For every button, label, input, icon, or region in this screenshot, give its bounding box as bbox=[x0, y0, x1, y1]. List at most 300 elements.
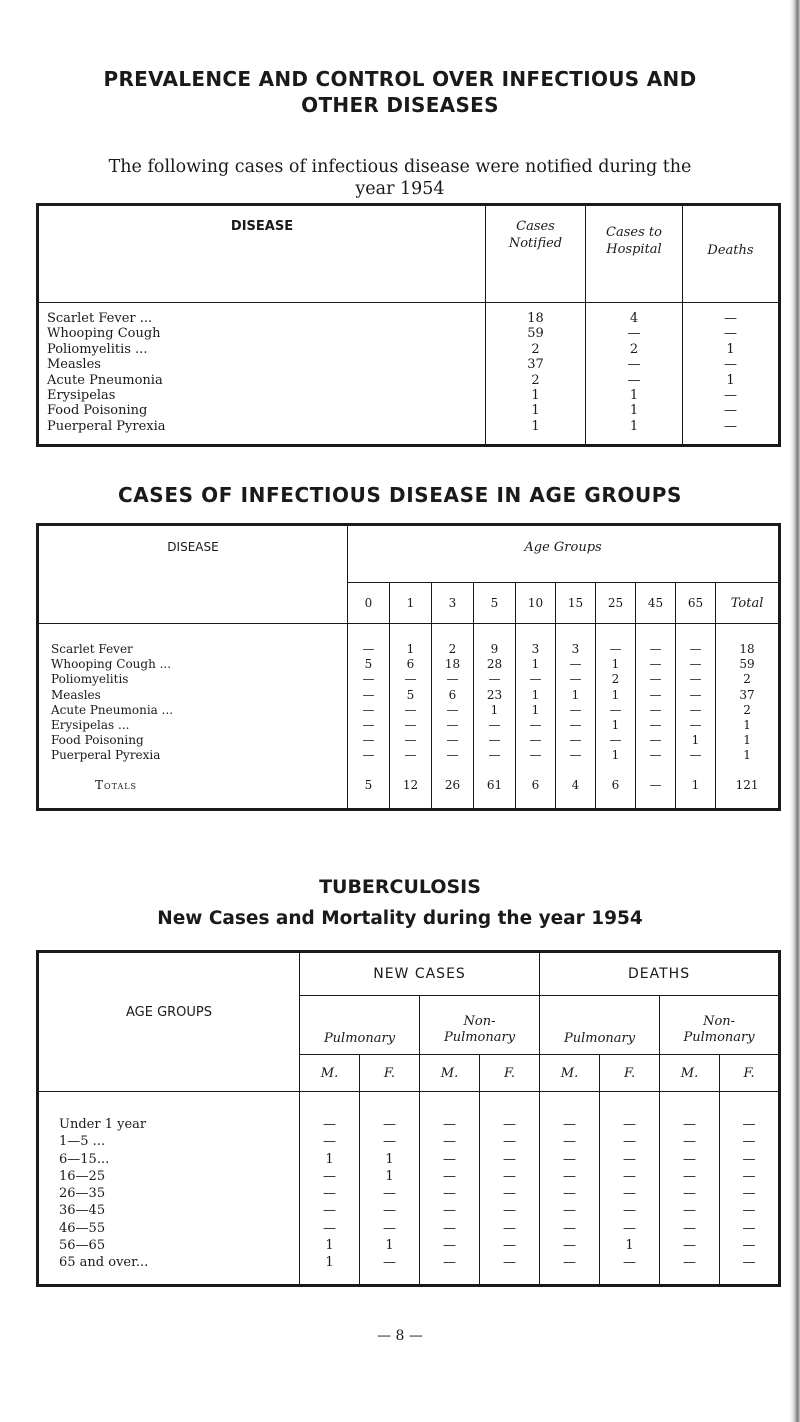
age-value: — bbox=[432, 672, 474, 687]
male-header: M. bbox=[660, 1055, 720, 1092]
age-header-row-1 bbox=[38, 525, 780, 583]
age-row bbox=[38, 748, 780, 763]
totals-value: 26 bbox=[432, 774, 474, 810]
age-value: — bbox=[432, 703, 474, 718]
page-title-line-2: OTHER DISEASES bbox=[301, 93, 499, 117]
cases-hospital-header-line-1: Cases to bbox=[606, 225, 662, 240]
age-disease-name: Measles bbox=[51, 687, 101, 702]
age-value: 9 bbox=[474, 624, 516, 658]
tb-value: — bbox=[360, 1202, 420, 1219]
tb-row bbox=[38, 1220, 780, 1237]
age-value: — bbox=[432, 718, 474, 733]
tb-value: — bbox=[420, 1092, 480, 1134]
new-pulmonary-header: Pulmonary bbox=[300, 996, 420, 1055]
age-value: 1 bbox=[596, 718, 636, 733]
tb-row bbox=[38, 1092, 780, 1134]
totals-value: 6 bbox=[516, 774, 556, 810]
tb-value: — bbox=[720, 1151, 780, 1168]
cases-hospital-value: 4 bbox=[586, 303, 683, 327]
age-value: — bbox=[516, 733, 556, 748]
disease-name: Acute Pneumonia bbox=[47, 372, 163, 388]
cases-hospital-value: 1 bbox=[586, 388, 683, 403]
disease-name: Measles bbox=[47, 357, 101, 373]
age-value: — bbox=[348, 688, 390, 703]
deaths-non-pulmonary-line-2: Pulmonary bbox=[683, 1030, 755, 1045]
age-value: 1 bbox=[390, 624, 432, 658]
tb-value: — bbox=[660, 1185, 720, 1202]
tuberculosis-subheading: New Cases and Mortality during the year 1954 bbox=[157, 908, 643, 929]
age-value: 5 bbox=[390, 688, 432, 703]
age-value: — bbox=[596, 624, 636, 658]
age-value: 23 bbox=[474, 688, 516, 703]
spacer-cell bbox=[348, 764, 390, 774]
cases-notified-value: 1 bbox=[486, 419, 586, 446]
cases-notified-value: 2 bbox=[486, 373, 586, 388]
tb-age-groups-header: AGE GROUPS bbox=[38, 952, 300, 1092]
spacer-cell bbox=[596, 764, 636, 774]
age-row bbox=[38, 672, 780, 687]
new-non-pulmonary-line-2: Pulmonary bbox=[443, 1030, 516, 1045]
tb-value: — bbox=[480, 1220, 540, 1237]
age-value: — bbox=[636, 688, 676, 703]
cases-hospital-value: — bbox=[586, 357, 683, 372]
tb-value: 1 bbox=[360, 1151, 420, 1168]
deaths-value: 1 bbox=[683, 342, 780, 357]
age-row bbox=[38, 703, 780, 718]
tb-value: — bbox=[720, 1202, 780, 1219]
tb-value: — bbox=[720, 1254, 780, 1285]
tb-value: — bbox=[660, 1151, 720, 1168]
cases-hospital-value: 1 bbox=[586, 403, 683, 418]
spacer-cell bbox=[390, 764, 432, 774]
tb-row bbox=[38, 1254, 780, 1285]
tb-value: — bbox=[600, 1151, 660, 1168]
cases-notified-value: 1 bbox=[486, 403, 586, 418]
male-header: M. bbox=[420, 1055, 480, 1092]
tb-header-row-1 bbox=[38, 952, 780, 996]
new-non-pulmonary-line-1: Non- bbox=[463, 1014, 496, 1029]
cases-hospital-header bbox=[586, 205, 683, 303]
tb-value: — bbox=[420, 1133, 480, 1150]
age-value: 1 bbox=[516, 657, 556, 672]
age-total-value: 1 bbox=[716, 718, 780, 733]
cases-notified-header-line-1: Cases bbox=[516, 219, 555, 234]
tb-value: — bbox=[300, 1092, 360, 1134]
age-value: — bbox=[432, 748, 474, 763]
totals-row bbox=[38, 774, 780, 810]
age-disease-name: Scarlet Fever bbox=[51, 642, 133, 656]
age-group-header: 0 bbox=[348, 583, 390, 624]
age-value: — bbox=[348, 733, 390, 748]
tb-value: — bbox=[540, 1092, 600, 1134]
age-row bbox=[38, 688, 780, 703]
tb-value: — bbox=[480, 1185, 540, 1202]
spacer-cell bbox=[676, 764, 716, 774]
age-value: — bbox=[390, 718, 432, 733]
age-value: — bbox=[474, 718, 516, 733]
total-header: Total bbox=[716, 583, 780, 624]
deaths-pulmonary-header: Pulmonary bbox=[540, 996, 660, 1055]
age-row bbox=[38, 733, 780, 748]
tuberculosis-table bbox=[36, 950, 781, 1287]
deaths-value: — bbox=[683, 357, 780, 372]
age-value: 28 bbox=[474, 657, 516, 672]
totals-value: 12 bbox=[390, 774, 432, 810]
tb-value: — bbox=[360, 1185, 420, 1202]
tb-value: — bbox=[600, 1133, 660, 1150]
deaths-value: — bbox=[683, 419, 780, 446]
deaths-non-pulmonary-header bbox=[660, 996, 780, 1055]
age-value: 1 bbox=[556, 688, 596, 703]
cases-hospital-value: — bbox=[586, 326, 683, 341]
age-group-header: 45 bbox=[636, 583, 676, 624]
age-disease-name: Food Poisoning bbox=[51, 733, 144, 748]
age-value: — bbox=[556, 657, 596, 672]
age-group-header: 3 bbox=[432, 583, 474, 624]
tb-row bbox=[38, 1185, 780, 1202]
age-row bbox=[38, 624, 780, 658]
page-edge-shadow bbox=[790, 0, 800, 1422]
new-cases-header: NEW CASES bbox=[300, 952, 540, 996]
disease-name: Erysipelas bbox=[47, 388, 116, 404]
tb-value: — bbox=[660, 1254, 720, 1285]
spacer-cell bbox=[432, 764, 474, 774]
tb-age-group: 46—55 bbox=[59, 1220, 106, 1236]
tb-value: — bbox=[660, 1220, 720, 1237]
tb-value: — bbox=[600, 1092, 660, 1134]
tb-value: — bbox=[660, 1092, 720, 1134]
spacer-cell bbox=[556, 764, 596, 774]
tb-age-group: 56—65 bbox=[59, 1238, 106, 1254]
age-total-value: 1 bbox=[716, 748, 780, 763]
tb-value: — bbox=[540, 1133, 600, 1150]
age-value: — bbox=[676, 672, 716, 687]
totals-value: 1 bbox=[676, 774, 716, 810]
age-total-value: 18 bbox=[716, 624, 780, 658]
disease-name: Scarlet Fever ... bbox=[47, 311, 153, 326]
tb-age-group: 6—15... bbox=[59, 1151, 110, 1167]
age-group-header: 65 bbox=[676, 583, 716, 624]
tb-value: — bbox=[660, 1202, 720, 1219]
tb-value: 1 bbox=[600, 1237, 660, 1254]
tb-value: — bbox=[720, 1133, 780, 1150]
tb-value: — bbox=[660, 1168, 720, 1185]
deaths-value: — bbox=[683, 403, 780, 418]
age-disease-name: Whooping Cough ... bbox=[51, 657, 172, 672]
age-value: — bbox=[676, 703, 716, 718]
notified-row bbox=[38, 326, 780, 341]
totals-value: 4 bbox=[556, 774, 596, 810]
disease-name: Puerperal Pyrexia bbox=[47, 418, 166, 434]
age-value: — bbox=[516, 748, 556, 763]
new-non-pulmonary-header bbox=[420, 996, 540, 1055]
age-value: — bbox=[348, 703, 390, 718]
female-header: F. bbox=[360, 1055, 420, 1092]
age-value: — bbox=[348, 748, 390, 763]
tb-value: — bbox=[540, 1254, 600, 1285]
tb-value: — bbox=[720, 1185, 780, 1202]
deaths-value: 1 bbox=[683, 373, 780, 388]
age-value: 1 bbox=[676, 733, 716, 748]
age-value: — bbox=[636, 733, 676, 748]
notified-row bbox=[38, 357, 780, 372]
age-value: 2 bbox=[432, 624, 474, 658]
disease-name: Whooping Cough bbox=[47, 326, 161, 342]
tb-value: — bbox=[600, 1202, 660, 1219]
tb-value: 1 bbox=[360, 1168, 420, 1185]
tb-table-body bbox=[38, 1092, 780, 1286]
age-value: — bbox=[676, 748, 716, 763]
tb-value: — bbox=[600, 1185, 660, 1202]
tb-value: — bbox=[480, 1202, 540, 1219]
notified-row bbox=[38, 388, 780, 403]
tb-value: — bbox=[420, 1237, 480, 1254]
tb-value: — bbox=[360, 1220, 420, 1237]
cases-notified-value: 37 bbox=[486, 357, 586, 372]
age-value: — bbox=[390, 703, 432, 718]
tb-value: — bbox=[480, 1151, 540, 1168]
age-group-header: 25 bbox=[596, 583, 636, 624]
tb-age-group: 26—35 bbox=[59, 1186, 106, 1202]
tb-row bbox=[38, 1237, 780, 1254]
age-value: — bbox=[474, 672, 516, 687]
tb-value: — bbox=[300, 1168, 360, 1185]
tuberculosis-heading: TUBERCULOSIS bbox=[319, 876, 481, 898]
age-value: — bbox=[556, 718, 596, 733]
tb-value: — bbox=[540, 1202, 600, 1219]
cases-hospital-value: 1 bbox=[586, 419, 683, 446]
totals-value: 61 bbox=[474, 774, 516, 810]
tb-value: — bbox=[300, 1220, 360, 1237]
age-value: — bbox=[636, 718, 676, 733]
age-value: 5 bbox=[348, 657, 390, 672]
age-value: 1 bbox=[516, 703, 556, 718]
tb-value: — bbox=[360, 1254, 420, 1285]
tb-value: — bbox=[600, 1254, 660, 1285]
notified-cases-table bbox=[36, 203, 781, 447]
age-total-value: 2 bbox=[716, 703, 780, 718]
cases-notified-value: 2 bbox=[486, 342, 586, 357]
age-value: — bbox=[390, 733, 432, 748]
tb-value: — bbox=[600, 1220, 660, 1237]
spacer-cell bbox=[636, 764, 676, 774]
page-number: — 8 — bbox=[377, 1328, 423, 1344]
age-value: — bbox=[348, 718, 390, 733]
age-disease-header: DISEASE bbox=[38, 525, 348, 624]
disease-header: DISEASE bbox=[38, 205, 486, 303]
notified-row bbox=[38, 373, 780, 388]
age-value: — bbox=[556, 703, 596, 718]
age-disease-name: Erysipelas ... bbox=[51, 718, 130, 733]
age-total-value: 37 bbox=[716, 688, 780, 703]
tb-row bbox=[38, 1202, 780, 1219]
age-value: — bbox=[636, 748, 676, 763]
age-value: 1 bbox=[596, 748, 636, 763]
deaths-value: — bbox=[683, 303, 780, 327]
age-group-header: 10 bbox=[516, 583, 556, 624]
age-group-header: 15 bbox=[556, 583, 596, 624]
notified-row bbox=[38, 303, 780, 327]
age-value: — bbox=[676, 657, 716, 672]
female-header: F. bbox=[720, 1055, 780, 1092]
cases-notified-value: 18 bbox=[486, 303, 586, 327]
age-value: 2 bbox=[596, 672, 636, 687]
age-value: — bbox=[516, 672, 556, 687]
cases-hospital-header-line-2: Hospital bbox=[606, 242, 662, 257]
disease-name: Poliomyelitis ... bbox=[47, 341, 148, 357]
tb-value: — bbox=[300, 1185, 360, 1202]
deaths-non-pulmonary-line-1: Non- bbox=[703, 1014, 736, 1029]
age-value: — bbox=[390, 672, 432, 687]
age-total-value: 2 bbox=[716, 672, 780, 687]
age-value: 3 bbox=[556, 624, 596, 658]
cases-hospital-value: — bbox=[586, 373, 683, 388]
age-value: — bbox=[432, 733, 474, 748]
age-value: — bbox=[636, 624, 676, 658]
cases-notified-header-line-2: Notified bbox=[508, 236, 563, 251]
age-total-value: 59 bbox=[716, 657, 780, 672]
tb-row bbox=[38, 1133, 780, 1150]
tb-value: — bbox=[300, 1133, 360, 1150]
age-value: — bbox=[676, 688, 716, 703]
male-header: M. bbox=[300, 1055, 360, 1092]
tb-age-group: 16—25 bbox=[59, 1168, 106, 1184]
totals-label: Totals bbox=[95, 777, 138, 792]
age-spacer-row bbox=[38, 764, 780, 774]
tb-value: — bbox=[300, 1202, 360, 1219]
age-total-value: 1 bbox=[716, 733, 780, 748]
age-groups-heading: CASES OF INFECTIOUS DISEASE IN AGE GROUPS bbox=[117, 483, 683, 507]
deaths-header: Deaths bbox=[683, 205, 780, 303]
age-value: — bbox=[474, 733, 516, 748]
tb-value: — bbox=[540, 1151, 600, 1168]
tb-value: — bbox=[720, 1220, 780, 1237]
age-value: 6 bbox=[390, 657, 432, 672]
cases-notified-header bbox=[486, 205, 586, 303]
tb-value: — bbox=[420, 1254, 480, 1285]
tb-value: — bbox=[720, 1092, 780, 1134]
age-value: — bbox=[556, 733, 596, 748]
tb-age-group: Under 1 year bbox=[59, 1117, 147, 1132]
age-value: — bbox=[348, 624, 390, 658]
age-value: — bbox=[556, 672, 596, 687]
grand-total-value: 121 bbox=[716, 774, 780, 810]
age-value: — bbox=[676, 718, 716, 733]
intro-line-1: The following cases of infectious disease were notified during the bbox=[108, 156, 692, 177]
cases-notified-value: 1 bbox=[486, 388, 586, 403]
cases-notified-value: 59 bbox=[486, 326, 586, 341]
spacer-cell bbox=[516, 764, 556, 774]
tb-value: 1 bbox=[300, 1254, 360, 1285]
intro-line-2: year 1954 bbox=[355, 178, 445, 199]
spacer-cell bbox=[716, 764, 780, 774]
age-value: 1 bbox=[596, 657, 636, 672]
tb-value: — bbox=[420, 1168, 480, 1185]
tb-value: — bbox=[480, 1133, 540, 1150]
deaths-value: — bbox=[683, 326, 780, 341]
notified-row bbox=[38, 419, 780, 446]
tb-age-group: 65 and over... bbox=[59, 1255, 149, 1271]
age-disease-name: Puerperal Pyrexia bbox=[51, 748, 161, 763]
page-title-line-1: PREVALENCE AND CONTROL OVER INFECTIOUS AND bbox=[103, 67, 697, 91]
age-value: — bbox=[474, 748, 516, 763]
intro-paragraph bbox=[60, 156, 740, 200]
female-header: F. bbox=[600, 1055, 660, 1092]
tb-value: — bbox=[420, 1220, 480, 1237]
age-value: — bbox=[390, 748, 432, 763]
age-value: — bbox=[556, 748, 596, 763]
totals-value: — bbox=[636, 774, 676, 810]
age-disease-name: Poliomyelitis bbox=[51, 672, 129, 687]
age-table-body bbox=[38, 624, 780, 810]
age-value: — bbox=[636, 657, 676, 672]
tb-value: — bbox=[660, 1237, 720, 1254]
tb-value: — bbox=[720, 1168, 780, 1185]
tb-value: — bbox=[540, 1220, 600, 1237]
totals-value: 6 bbox=[596, 774, 636, 810]
female-header: F. bbox=[480, 1055, 540, 1092]
tb-value: — bbox=[360, 1092, 420, 1134]
tb-value: — bbox=[480, 1092, 540, 1134]
notified-header-row bbox=[38, 205, 780, 303]
tb-row bbox=[38, 1168, 780, 1185]
age-value: 6 bbox=[432, 688, 474, 703]
age-value: 1 bbox=[516, 688, 556, 703]
cases-hospital-value: 2 bbox=[586, 342, 683, 357]
spacer-cell bbox=[474, 764, 516, 774]
age-disease-name: Acute Pneumonia ... bbox=[51, 702, 174, 717]
tb-value: — bbox=[540, 1168, 600, 1185]
age-value: — bbox=[636, 703, 676, 718]
age-value: — bbox=[596, 703, 636, 718]
tb-value: 1 bbox=[300, 1151, 360, 1168]
spacer-cell bbox=[38, 764, 348, 774]
tb-value: — bbox=[480, 1254, 540, 1285]
tb-value: — bbox=[420, 1151, 480, 1168]
tb-value: — bbox=[600, 1168, 660, 1185]
age-row bbox=[38, 657, 780, 672]
age-group-header: 5 bbox=[474, 583, 516, 624]
tb-row bbox=[38, 1151, 780, 1168]
tb-age-group: 36—45 bbox=[59, 1203, 106, 1219]
tb-value: — bbox=[420, 1185, 480, 1202]
age-group-header: 1 bbox=[390, 583, 432, 624]
tb-value: — bbox=[540, 1237, 600, 1254]
age-value: 3 bbox=[516, 624, 556, 658]
totals-value: 5 bbox=[348, 774, 390, 810]
age-groups-table bbox=[36, 523, 781, 811]
tb-value: — bbox=[720, 1237, 780, 1254]
tb-age-group: 1—5 ... bbox=[59, 1134, 106, 1150]
age-row bbox=[38, 718, 780, 733]
deaths-value: — bbox=[683, 388, 780, 403]
tb-value: — bbox=[420, 1202, 480, 1219]
age-value: 18 bbox=[432, 657, 474, 672]
tb-value: — bbox=[480, 1237, 540, 1254]
tb-value: — bbox=[660, 1133, 720, 1150]
age-value: — bbox=[516, 718, 556, 733]
male-header: M. bbox=[540, 1055, 600, 1092]
tb-value: — bbox=[540, 1185, 600, 1202]
tb-value: — bbox=[480, 1168, 540, 1185]
age-value: — bbox=[348, 672, 390, 687]
notified-table-body bbox=[38, 303, 780, 446]
age-value: 1 bbox=[474, 703, 516, 718]
age-value: — bbox=[676, 624, 716, 658]
age-value: 1 bbox=[596, 688, 636, 703]
tb-value: — bbox=[360, 1133, 420, 1150]
age-value: — bbox=[596, 733, 636, 748]
